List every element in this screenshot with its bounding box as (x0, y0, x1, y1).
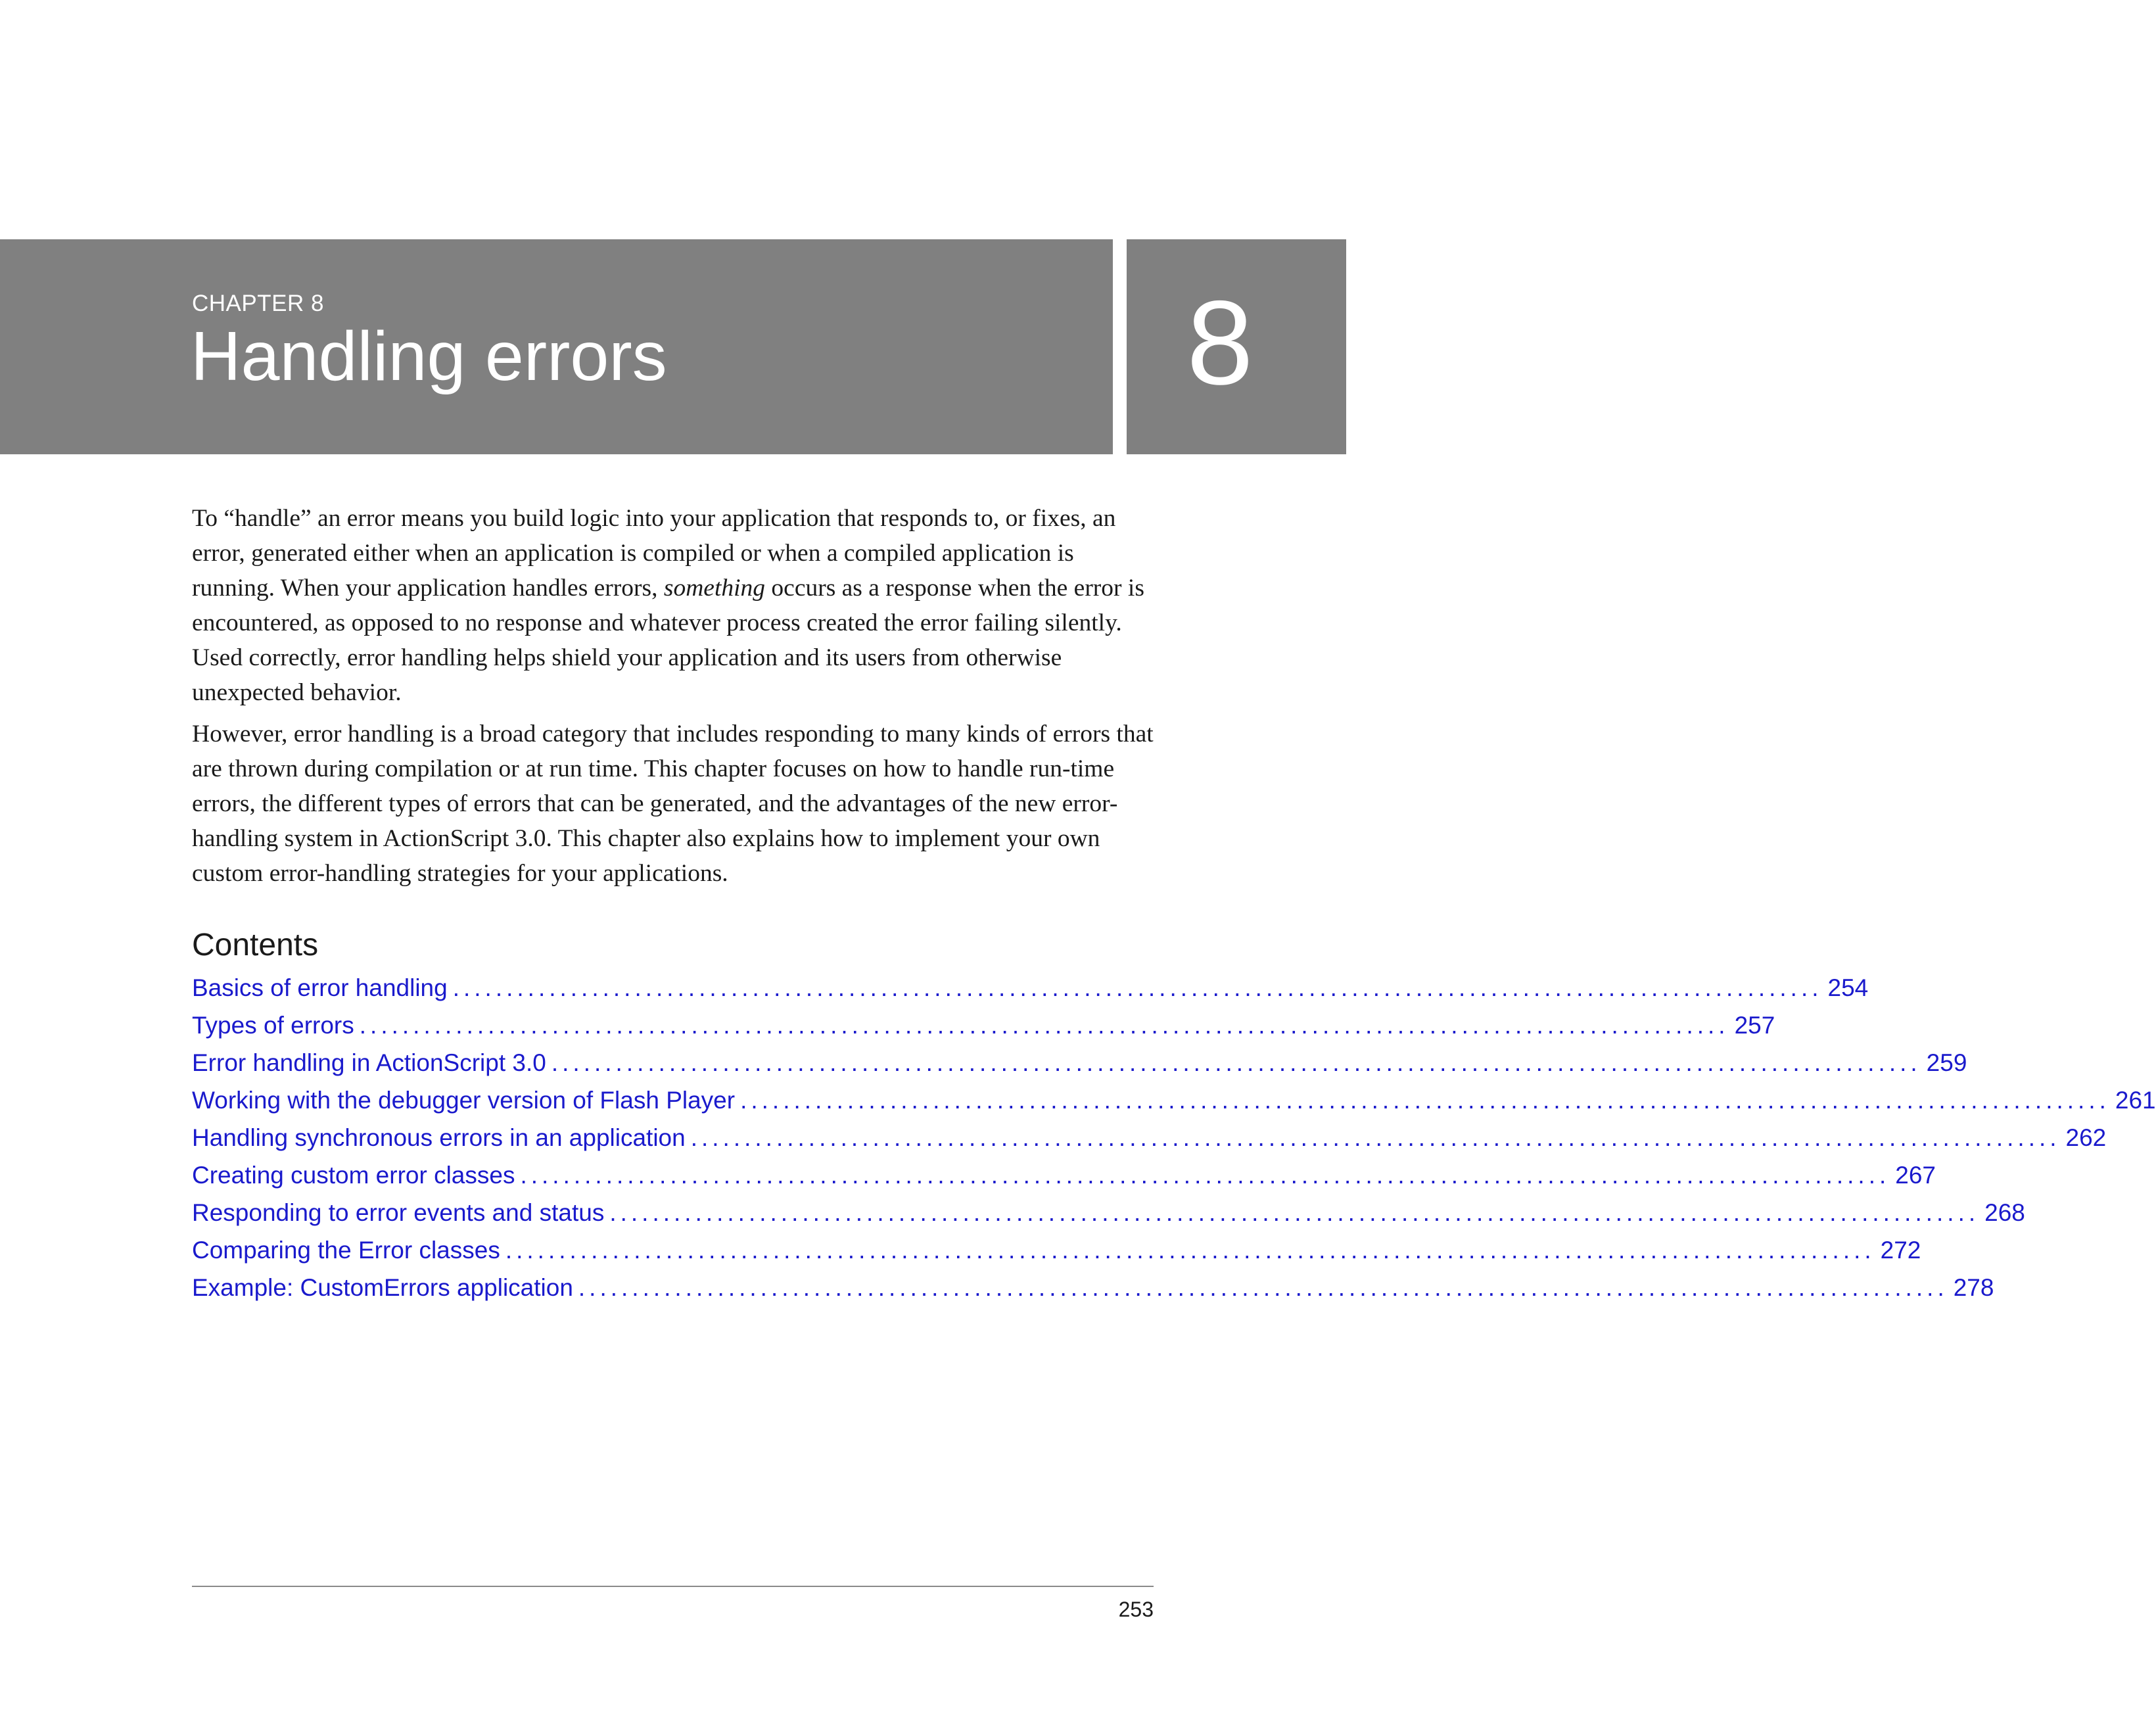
toc-entry-title: Comparing the Error classes (192, 1237, 500, 1264)
intro-p1-end: occurs as a response when the error is encountered, as opposed to no response and whatever process created the error failing silently. Used correctly, error handling helps shield your application and its users from otherwise unexpected behavior. (192, 575, 1144, 706)
toc-entry-page: 278 (1953, 1274, 1994, 1301)
toc-entry-customerrors-example[interactable] (192, 1274, 1994, 1312)
chapter-number: 8 (1186, 275, 1254, 410)
intro-p1-start: To “handle” an error means you build logic into your application that responds to, or fixes, an error, generated either when an application is compiled or when a compiled application is running. When your application handles errors, (192, 505, 1116, 602)
toc-entry-title: Types of errors (192, 1012, 354, 1039)
toc-entry-page: 267 (1895, 1162, 1936, 1189)
chapter-title: Handling errors (191, 318, 667, 395)
toc-entry-custom-error-classes[interactable] (192, 1162, 1936, 1199)
toc-leader-dots: ................................................................................................................................ (740, 1087, 2110, 1114)
toc-entry-basics-of-error-handling[interactable] (192, 974, 1869, 1012)
toc-entry-page: 268 (1984, 1199, 2025, 1226)
toc-leader-dots: ................................................................................................................................ (578, 1274, 1948, 1301)
toc-leader-dots: ................................................................................................................................ (609, 1199, 1980, 1226)
footer-divider (192, 1586, 1154, 1587)
toc-leader-dots: ................................................................................................................................ (690, 1124, 2061, 1151)
intro-text (192, 501, 1155, 897)
intro-p1-emphasis: something (663, 575, 766, 602)
toc-leader-dots: ................................................................................................................................ (452, 974, 1823, 1001)
toc-entry-title: Working with the debugger version of Flash Player (192, 1087, 736, 1114)
table-of-contents (192, 974, 2156, 1312)
toc-entry-types-of-errors[interactable] (192, 1012, 1775, 1049)
toc-entry-error-handling-in-actionscript[interactable] (192, 1049, 1967, 1087)
toc-entry-page: 262 (2065, 1124, 2107, 1151)
toc-entry-page: 259 (1926, 1049, 1967, 1076)
toc-leader-dots: ................................................................................................................................ (359, 1012, 1729, 1039)
toc-entry-title: Basics of error handling (192, 974, 448, 1001)
toc-entry-page: 261 (2115, 1087, 2156, 1114)
toc-entry-comparing-error-classes[interactable] (192, 1237, 1921, 1274)
toc-entry-title: Responding to error events and status (192, 1199, 605, 1226)
toc-entry-title: Error handling in ActionScript 3.0 (192, 1049, 546, 1076)
toc-entry-page: 254 (1827, 974, 1869, 1001)
toc-entry-error-events-and-status[interactable] (192, 1199, 2025, 1237)
toc-entry-title: Creating custom error classes (192, 1162, 515, 1189)
toc-entry-page: 257 (1734, 1012, 1775, 1039)
toc-entry-title: Handling synchronous errors in an application (192, 1124, 686, 1151)
chapter-label: CHAPTER 8 (192, 291, 324, 316)
toc-leader-dots: ................................................................................................................................ (520, 1162, 1890, 1189)
toc-entry-debugger-version[interactable] (192, 1087, 2156, 1124)
toc-leader-dots: ................................................................................................................................ (551, 1049, 1921, 1076)
toc-entry-page: 272 (1880, 1237, 1921, 1264)
intro-paragraph-2: However, error handling is a broad category that includes responding to many kinds of errors that are thrown during compilation or at run time. This chapter focuses on how to handle run-time errors, the different types of errors that can be generated, and the advantages of the new error-handling system in ActionScript 3.0. This chapter also explains how to implement your own custom error-handling strategies for your applications. (192, 721, 1154, 887)
toc-entry-synchronous-errors[interactable] (192, 1124, 2107, 1162)
toc-leader-dots: ................................................................................................................................ (505, 1237, 1875, 1264)
contents-heading: Contents (192, 928, 319, 962)
toc-entry-title: Example: CustomErrors application (192, 1274, 573, 1301)
page-number: 253 (1118, 1598, 1154, 1621)
intro-paragraph-1 (192, 501, 1155, 710)
